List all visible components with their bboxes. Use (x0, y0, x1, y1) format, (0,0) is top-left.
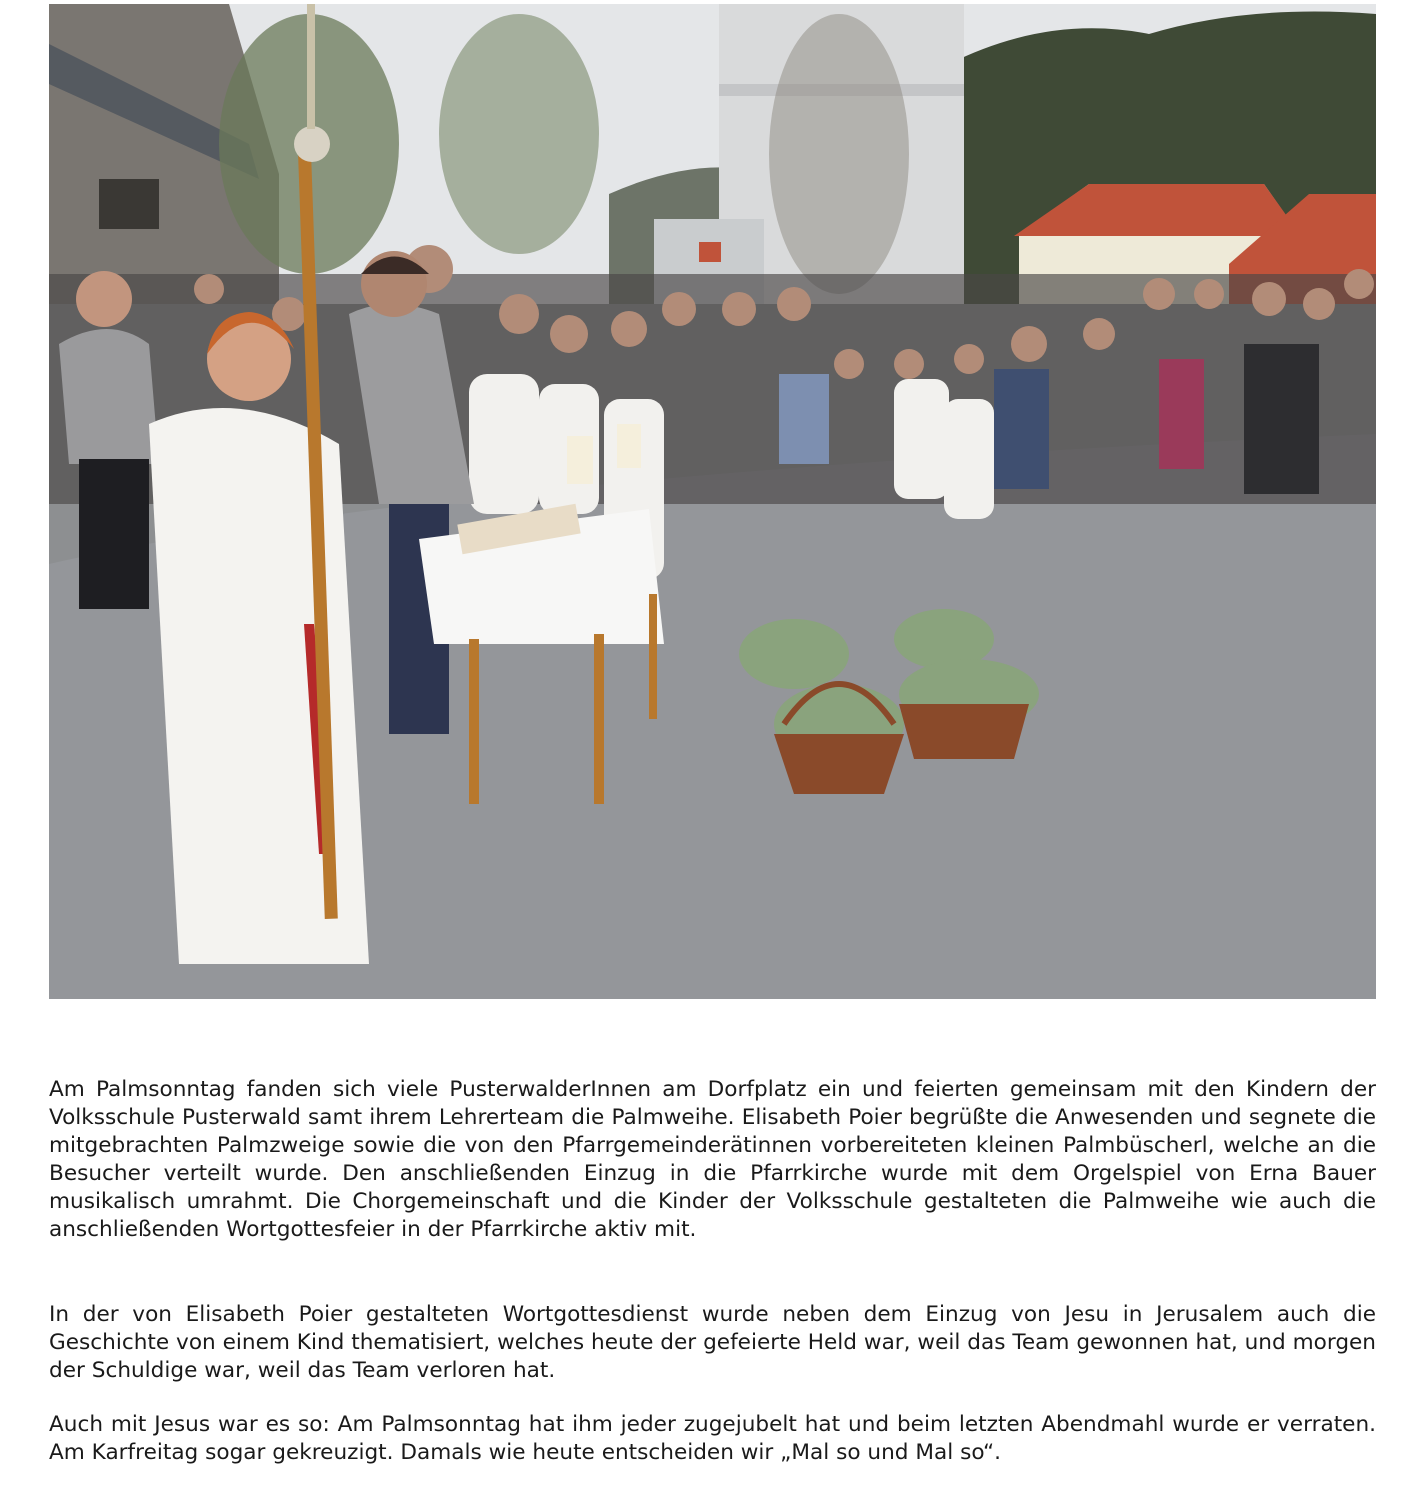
candle (617, 424, 641, 468)
article-paragraph: In der von Elisabeth Poier gestalteten Wortgottesdienst wurde neben dem Einzug von Jesu in Jerusalem auch die Geschichte von einem Kind thematisiert, welches heute der gefeierte Held war, weil das Team gewonnen hat, und morgen der Schuldige war, weil das Team verloren hat. (49, 1302, 1376, 1383)
article-body (49, 1076, 1376, 1465)
article-paragraph: Am Palmsonntag fanden sich viele PusterwalderInnen am Dorfplatz ein und feierten gemeinsam mit den Kindern der Volksschule Pusterwald samt ihrem Lehrerteam die Palmweihe. Elisabeth Poier begrüßte die Anwesenden und segnete die mitgebrachten Palmzweige sowie die von den Pfarrgemeinderätinnen vorbereiteten kleinen Palmbüscherl, welche an die Besucher verteilt wurde. Den anschließenden Einzug in die Pfarrkirche wurde mit dem Orgelspiel von Erna Bauer musikalisch umrahmt. Die Chorgemeinschaft und die Kinder der Volksschule gestalteten die Palmweihe wie auch die anschließenden Wortgottesfeier in der Pfarrkirche aktiv mit. (49, 1077, 1376, 1242)
photo-illustration (49, 4, 1376, 999)
article-paragraph: Auch mit Jesus war es so: Am Palmsonntag hat ihm jeder zugejubelt hat und beim letzten Abendmahl wurde er verraten. Am Karfreitag sogar gekreuzigt. Damals wie heute entscheiden wir „Mal so und Mal so“. (49, 1412, 1376, 1465)
palm-sunday-photo (49, 4, 1376, 999)
candle (567, 436, 593, 484)
